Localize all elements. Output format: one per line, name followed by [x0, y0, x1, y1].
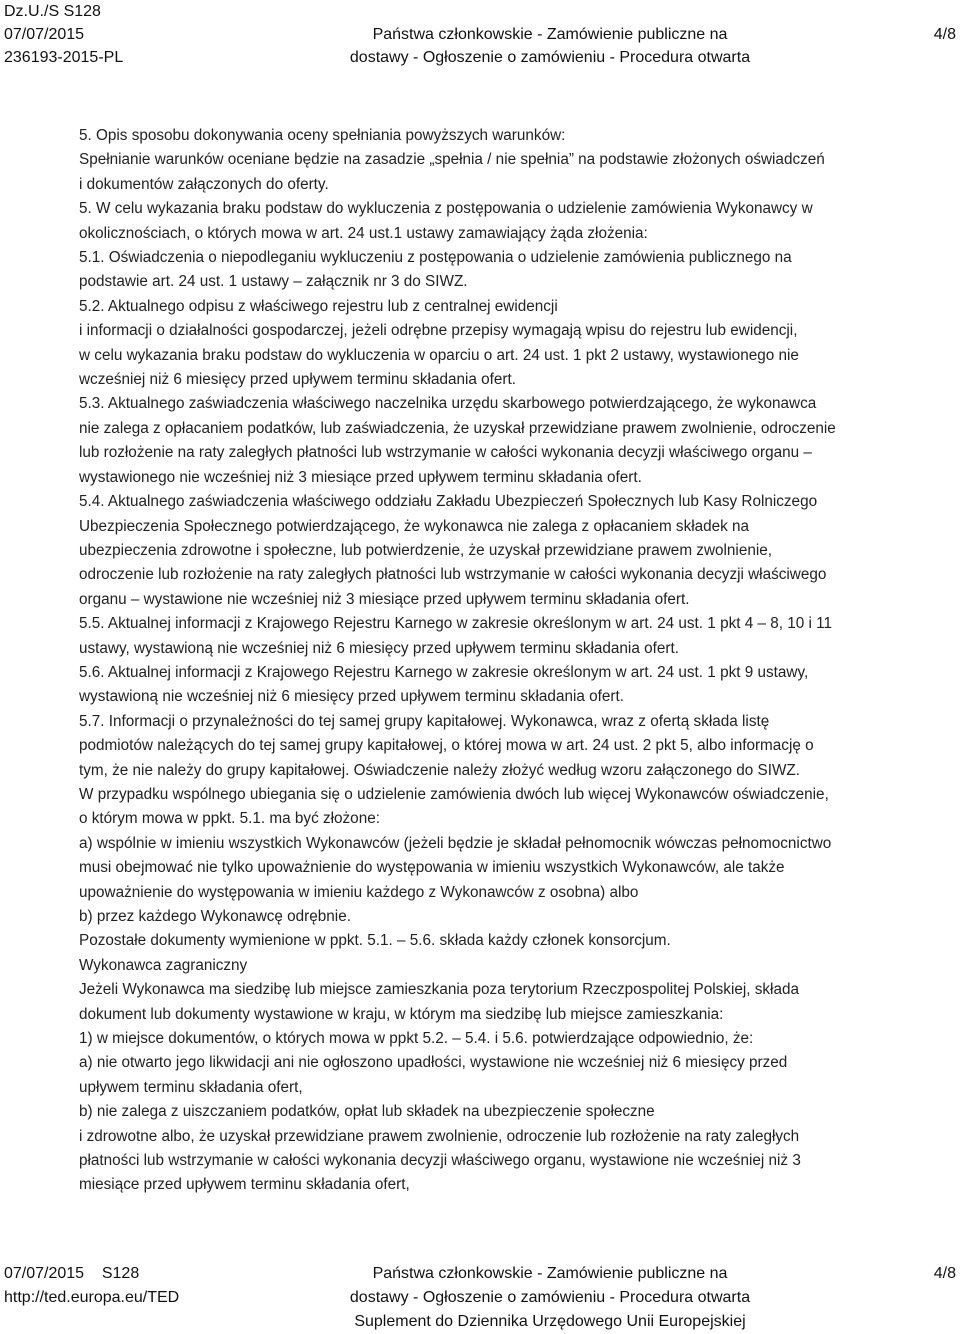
- footer-title-line-1: Państwa członkowskie - Zamówienie publiczne na: [372, 1265, 728, 1282]
- notice-number: 236193-2015-PL: [4, 49, 124, 66]
- body-line: w celu wykazania braku podstaw do wykluczenia w oparciu o art. 24 ust. 1 pkt 2 ustawy, wystawionego nie: [79, 346, 799, 364]
- header-title-line-1: Państwa członkowskie - Zamówienie publiczne na: [372, 26, 728, 43]
- body-line: 5.5. Aktualnej informacji z Krajowego Rejestru Karnego w zakresie określonym w art. 24 ust. 1 pkt 4 – 8, 10 i 11: [79, 615, 833, 633]
- header-title-line-2: dostawy - Ogłoszenie o zamówieniu - Procedura otwarta: [349, 49, 751, 66]
- body-line: 5.1. Oświadczenia o niepodleganiu wykluczeniu z postępowania o udzielenie zamówienia publicznego na: [79, 249, 792, 267]
- footer-left: [4, 1262, 179, 1310]
- body-line: i informacji o działalności gospodarczej, jeżeli odrębne przepisy wymagają wpisu do rejestru lub ewidencji,: [79, 322, 798, 340]
- body-line: wystawionego nie wcześniej niż 3 miesiące przed upływem terminu składania ofert.: [79, 468, 642, 486]
- body-line: upoważnienie do występowania w imieniu każdego z Wykonawców z osobna) albo: [79, 883, 639, 901]
- body-line: płatności lub wstrzymanie w całości wykonania decyzji właściwego organu, wystawione nie wcześniej niż 3: [79, 1152, 801, 1170]
- body-line: odroczenie lub rozłożenie na raty zaległych płatności lub wstrzymanie w całości wykonania decyzji właściwego: [79, 566, 827, 584]
- body-line: podstawie art. 24 ust. 1 ustawy – załącznik nr 3 do SIWZ.: [79, 273, 468, 291]
- body-line: W przypadku wspólnego ubiegania się o udzielenie zamówienia dwóch lub więcej Wykonawców oświadczenie,: [79, 785, 829, 803]
- body-line: wcześniej niż 6 miesięcy przed upływem terminu składania ofert.: [79, 371, 516, 389]
- header-date: 07/07/2015: [4, 26, 85, 43]
- body-line: ustawy, wystawioną nie wcześniej niż 6 miesięcy przed upływem terminu składania ofert.: [79, 639, 679, 657]
- body-line: 5.2. Aktualnego odpisu z właściwego rejestru lub z centralnej ewidencji: [79, 297, 558, 315]
- body-line: lub rozłożenie na raty zaległych płatności lub wstrzymanie w całości wykonania decyzji właściwego organu –: [79, 444, 812, 462]
- body-line: a) nie otwarto jego likwidacji ani nie ogłoszono upadłości, wystawione nie wcześniej niż 6 miesięcy przed: [79, 1054, 788, 1072]
- document-body: [79, 124, 949, 1198]
- journal-ref: Dz.U./S S128: [4, 3, 101, 20]
- body-line: okolicznościach, o których mowa w art. 24 ust.1 ustawy zamawiający żąda złożenia:: [79, 224, 648, 242]
- body-line: musi obejmować nie tylko upoważnienie do występowania w imieniu wszystkich Wykonawców, ale także: [79, 859, 785, 877]
- body-line: 5.7. Informacji o przynależności do tej samej grupy kapitałowej. Wykonawca, wraz z ofertą składa listę: [79, 712, 770, 730]
- footer-date-series: 07/07/2015 S128: [4, 1265, 140, 1282]
- header-left: [4, 0, 123, 69]
- footer-url: http://ted.europa.eu/TED: [4, 1289, 180, 1306]
- body-line: nie zalega z opłacaniem podatków, lub zaświadczenia, że uzyskał przewidziane prawem zwolnienie, odroczenie: [79, 419, 836, 437]
- body-line: tym, że nie należy do grupy kapitałowej. Oświadczenie należy złożyć według wzoru załączonego do SIWZ.: [79, 761, 801, 779]
- body-line: b) przez każdego Wykonawcę odrębnie.: [79, 908, 351, 925]
- body-line: o którym mowa w ppkt. 5.1. ma być złożone:: [79, 810, 380, 828]
- body-line: Ubezpieczenia Społecznego potwierdzającego, że wykonawca nie zalega z opłacaniem składek na: [79, 517, 750, 535]
- body-line: 1) w miejsce dokumentów, o których mowa w ppkt 5.2. – 5.4. i 5.6. potwierdzające odpowiednio, że:: [79, 1030, 754, 1048]
- body-line: Pozostałe dokumenty wymienione w ppkt. 5.1. – 5.6. składa każdy członek konsorcjum.: [79, 932, 671, 950]
- body-line: Spełnianie warunków oceniane będzie na zasadzie „spełnia / nie spełnia” na podstawie złożonych oświadczeń: [79, 151, 825, 169]
- footer-title: [260, 1262, 840, 1334]
- body-line: Jeżeli Wykonawca ma siedzibę lub miejsce zamieszkania poza terytorium Rzeczpospolitej Polskiej, składa: [79, 981, 799, 999]
- body-line: Wykonawca zagraniczny: [79, 956, 248, 974]
- footer-title-line-2: dostawy - Ogłoszenie o zamówieniu - Procedura otwarta: [349, 1289, 751, 1306]
- page-footer: [0, 1262, 960, 1334]
- body-line: i dokumentów załączonych do oferty.: [79, 175, 329, 193]
- body-line: dokument lub dokumenty wystawione w kraju, w którym ma siedzibę lub miejsce zamieszkania:: [79, 1005, 724, 1023]
- footer-page-number: 4/8: [933, 1265, 956, 1282]
- body-line: 5.6. Aktualnej informacji z Krajowego Rejestru Karnego w zakresie określonym w art. 24 ust. 1 pkt 9 ustawy,: [79, 663, 809, 681]
- body-line: 5.3. Aktualnego zaświadczenia właściwego naczelnika urzędu skarbowego potwierdzającego, że wykonawca: [79, 395, 817, 413]
- body-line: ubezpieczenia zdrowotne i społeczne, lub potwierdzenie, że uzyskał przewidziane prawem zwolnienie,: [79, 541, 772, 559]
- body-line: wystawioną nie wcześniej niż 6 miesięcy przed upływem terminu składania ofert.: [79, 688, 624, 706]
- body-line: upływem terminu składania ofert,: [79, 1078, 303, 1096]
- body-line: 5.4. Aktualnego zaświadczenia właściwego oddziału Zakładu Ubezpieczeń Społecznych lub Kasy Rolniczego: [79, 493, 818, 511]
- body-line: a) wspólnie w imieniu wszystkich Wykonawców (jeżeli będzie je składał pełnomocnik wówczas pełnomocnictwo: [79, 834, 832, 852]
- body-line: organu – wystawione nie wcześniej niż 3 miesiące przed upływem terminu składania ofert.: [79, 590, 690, 608]
- page-header: [0, 0, 960, 72]
- body-line: miesiące przed upływem terminu składania ofert,: [79, 1176, 410, 1194]
- body-line: 5. W celu wykazania braku podstaw do wykluczenia z postępowania o udzielenie zamówienia Wykonawcy w: [79, 200, 813, 218]
- header-title: [300, 23, 800, 69]
- body-line: 5. Opis sposobu dokonywania oceny spełniania powyższych warunków:: [79, 127, 566, 144]
- body-line: i zdrowotne albo, że uzyskał przewidziane prawem zwolnienie, odroczenie lub rozłożenie na raty zaległych: [79, 1127, 800, 1145]
- footer-supplement: Suplement do Dziennika Urzędowego Unii Europejskiej: [354, 1313, 746, 1330]
- body-line: podmiotów należących do tej samej grupy kapitałowej, o której mowa w art. 24 ust. 2 pkt 5, albo informację o: [79, 737, 814, 755]
- body-line: b) nie zalega z uiszczaniem podatków, opłat lub składek na ubezpieczenie społeczne: [79, 1103, 655, 1121]
- header-page-number: 4/8: [933, 26, 956, 43]
